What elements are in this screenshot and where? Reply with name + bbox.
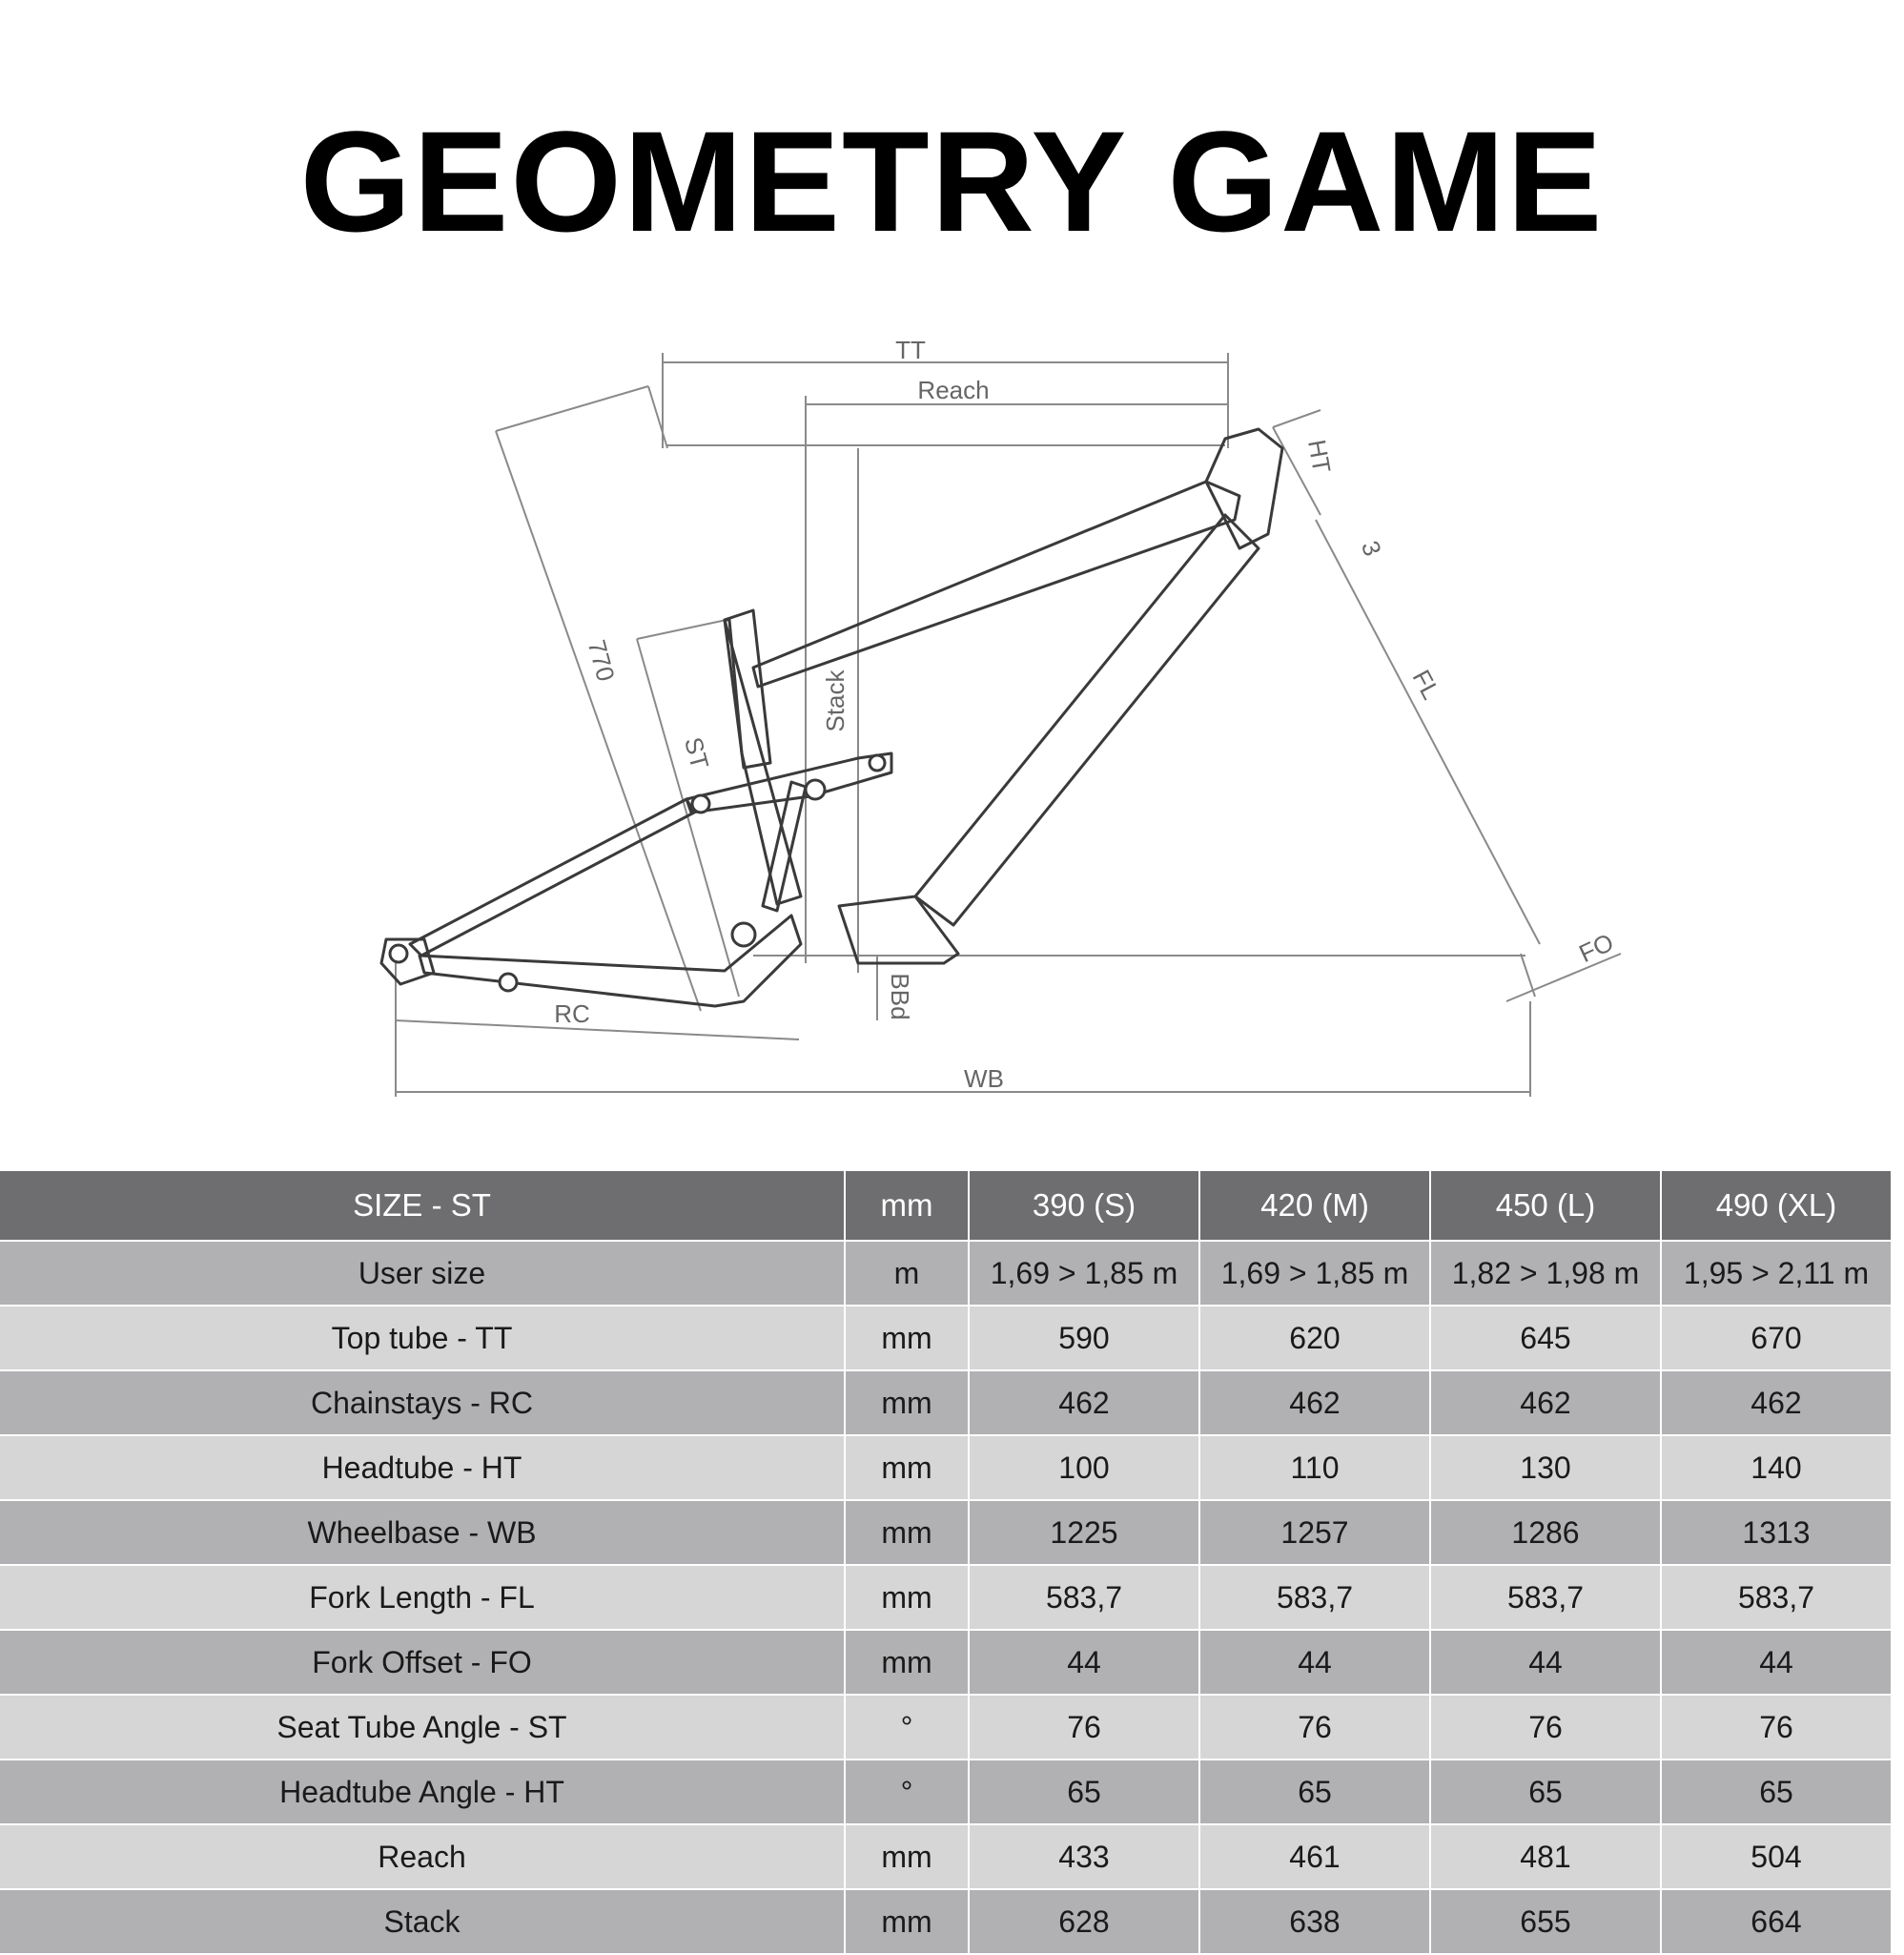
row-value: 583,7 — [1199, 1565, 1430, 1630]
row-value: 481 — [1430, 1824, 1661, 1889]
row-value: 44 — [1199, 1630, 1430, 1695]
row-value: 1313 — [1661, 1500, 1892, 1565]
geometry-table — [0, 1171, 1893, 1955]
row-value: 65 — [1661, 1760, 1892, 1824]
row-unit: mm — [845, 1824, 969, 1889]
page-title: GEOMETRY GAME — [299, 101, 1605, 261]
row-value: 1286 — [1430, 1500, 1661, 1565]
table-row — [0, 1695, 1892, 1760]
table-row — [0, 1630, 1892, 1695]
table-row — [0, 1435, 1892, 1500]
row-value: 130 — [1430, 1435, 1661, 1500]
header-size: SIZE - ST — [0, 1171, 845, 1241]
table-row — [0, 1889, 1892, 1954]
rc-label: RC — [554, 999, 590, 1028]
row-value: 1257 — [1199, 1500, 1430, 1565]
row-value: 638 — [1199, 1889, 1430, 1954]
row-value: 590 — [969, 1306, 1199, 1370]
ht-label: HT — [1302, 437, 1337, 476]
row-label: Wheelbase - WB — [0, 1500, 845, 1565]
row-label: User size — [0, 1241, 845, 1306]
row-value: 583,7 — [1661, 1565, 1892, 1630]
header-size-s: 390 (S) — [969, 1171, 1199, 1241]
row-value: 1,69 > 1,85 m — [1199, 1241, 1430, 1306]
row-value: 44 — [969, 1630, 1199, 1695]
row-label: Headtube Angle - HT — [0, 1760, 845, 1824]
frame-geometry-diagram — [362, 329, 1640, 1111]
row-value: 76 — [1661, 1695, 1892, 1760]
row-value: 583,7 — [1430, 1565, 1661, 1630]
st-label: ST — [678, 733, 715, 772]
header-unit: mm — [845, 1171, 969, 1241]
row-label: Headtube - HT — [0, 1435, 845, 1500]
row-unit: mm — [845, 1630, 969, 1695]
row-value: 620 — [1199, 1306, 1430, 1370]
row-unit: mm — [845, 1565, 969, 1630]
table-row — [0, 1565, 1892, 1630]
row-label: Chainstays - RC — [0, 1370, 845, 1435]
row-value: 140 — [1661, 1435, 1892, 1500]
row-value: 461 — [1199, 1824, 1430, 1889]
row-value: 76 — [1430, 1695, 1661, 1760]
row-value: 504 — [1661, 1824, 1892, 1889]
row-value: 1,95 > 2,11 m — [1661, 1241, 1892, 1306]
row-label: Fork Offset - FO — [0, 1630, 845, 1695]
seven70-label: 770 — [582, 636, 621, 685]
row-unit: mm — [845, 1889, 969, 1954]
row-label: Reach — [0, 1824, 845, 1889]
tt-label: TT — [895, 336, 926, 364]
row-value: 1225 — [969, 1500, 1199, 1565]
row-value: 583,7 — [969, 1565, 1199, 1630]
row-value: 100 — [969, 1435, 1199, 1500]
row-value: 462 — [969, 1370, 1199, 1435]
row-unit: mm — [845, 1435, 969, 1500]
header-size-xl: 490 (XL) — [1661, 1171, 1892, 1241]
fl-label: FL — [1406, 665, 1446, 705]
wb-label: WB — [964, 1064, 1004, 1093]
row-label: Seat Tube Angle - ST — [0, 1695, 845, 1760]
row-value: 44 — [1430, 1630, 1661, 1695]
row-unit: mm — [845, 1500, 969, 1565]
table-row — [0, 1241, 1892, 1306]
dimension-lines — [396, 353, 1621, 1097]
bbd-label: BBd — [886, 973, 914, 1020]
row-unit: ° — [845, 1760, 969, 1824]
row-value: 670 — [1661, 1306, 1892, 1370]
stack-label: Stack — [821, 669, 850, 732]
row-unit: m — [845, 1241, 969, 1306]
row-unit: ° — [845, 1695, 969, 1760]
row-value: 1,69 > 1,85 m — [969, 1241, 1199, 1306]
dimension-labels — [554, 336, 1618, 1093]
row-value: 628 — [969, 1889, 1199, 1954]
row-value: 76 — [969, 1695, 1199, 1760]
table-row — [0, 1760, 1892, 1824]
row-value: 44 — [1661, 1630, 1892, 1695]
row-value: 65 — [1430, 1760, 1661, 1824]
table-row — [0, 1824, 1892, 1889]
row-value: 664 — [1661, 1889, 1892, 1954]
row-label: Top tube - TT — [0, 1306, 845, 1370]
row-value: 1,82 > 1,98 m — [1430, 1241, 1661, 1306]
header-size-l: 450 (L) — [1430, 1171, 1661, 1241]
row-unit: mm — [845, 1370, 969, 1435]
table-row — [0, 1306, 1892, 1370]
row-value: 110 — [1199, 1435, 1430, 1500]
header-size-m: 420 (M) — [1199, 1171, 1430, 1241]
row-value: 65 — [1199, 1760, 1430, 1824]
row-value: 462 — [1430, 1370, 1661, 1435]
table-header-row — [0, 1171, 1892, 1241]
row-label: Fork Length - FL — [0, 1565, 845, 1630]
table-row — [0, 1370, 1892, 1435]
row-value: 645 — [1430, 1306, 1661, 1370]
row-value: 462 — [1661, 1370, 1892, 1435]
table-row — [0, 1500, 1892, 1565]
row-value: 655 — [1430, 1889, 1661, 1954]
row-unit: mm — [845, 1306, 969, 1370]
row-value: 65 — [969, 1760, 1199, 1824]
row-value: 76 — [1199, 1695, 1430, 1760]
fo-label: FO — [1574, 927, 1618, 969]
row-label: Stack — [0, 1889, 845, 1954]
reach-label: Reach — [917, 376, 990, 404]
row-value: 433 — [969, 1824, 1199, 1889]
three-label: 3 — [1355, 536, 1388, 560]
row-value: 462 — [1199, 1370, 1430, 1435]
